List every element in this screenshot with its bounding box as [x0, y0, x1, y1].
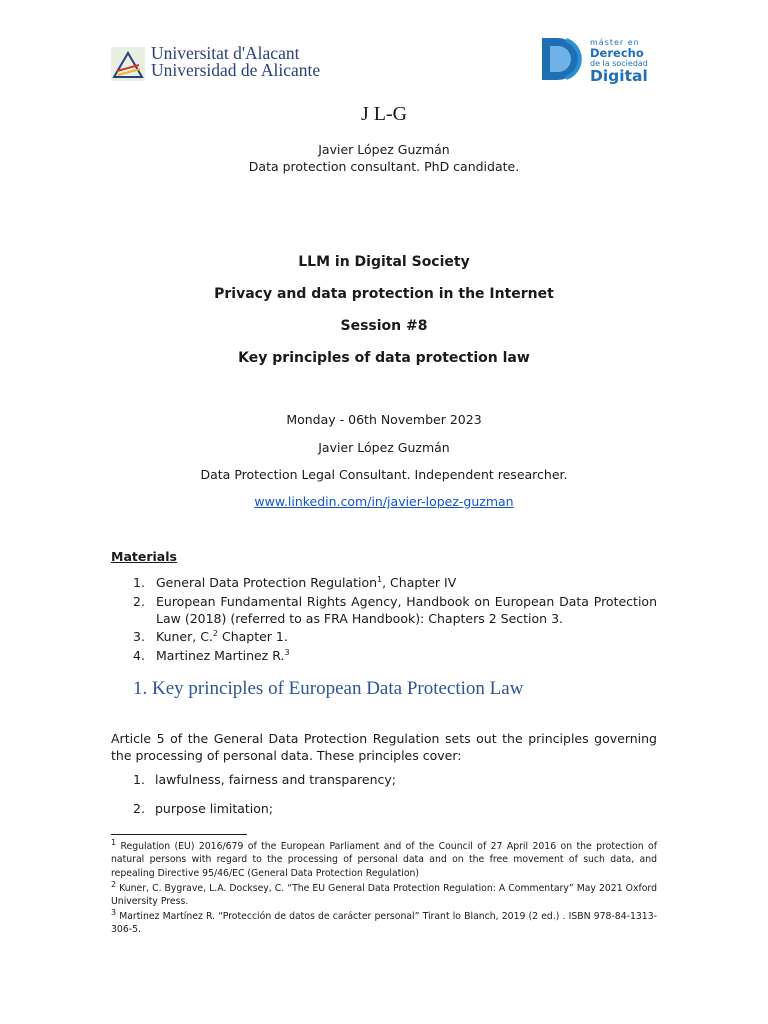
footnote-ref[interactable]: 3 — [284, 647, 290, 657]
section-heading: 1. Key principles of European Data Protection Law — [133, 678, 524, 699]
material-text: European Fundamental Rights Agency, Handbook on European Data Protection Law (2018) (referred to as FRA Handbook): Chapters 2 Section 3. — [156, 594, 657, 626]
master-label: máster en — [590, 38, 640, 47]
university-emblem-icon — [111, 47, 145, 81]
digital-d-mark-icon — [540, 36, 584, 82]
footnote — [111, 879, 657, 909]
footnote — [111, 907, 657, 937]
material-suffix: , Chapter IV — [382, 575, 457, 590]
course-program: LLM in Digital Society — [298, 254, 470, 270]
footnote-text: Regulation (EU) 2016/679 of the European Parliament and of the Council of 27 April 2016 on the protection of natural persons with regard to the processing of personal data and on the free movement of such data, and repealing Directive 95/46/EC (General Data Protection Regulation) — [111, 841, 657, 879]
list-number: 4. — [133, 648, 145, 663]
course-session: Session #8 — [340, 318, 428, 334]
author-name: Javier López Guzmán — [318, 142, 450, 157]
university-name-spanish: Universidad de Alicante — [151, 60, 321, 80]
material-text: Kuner, C. — [156, 629, 213, 644]
master-digital-label: Digital — [590, 67, 648, 85]
linkedin-link[interactable]: www.linkedin.com/in/javier-lopez-guzman — [254, 494, 514, 509]
material-text: Martinez Martinez R. — [156, 648, 285, 663]
presenter-role: Data Protection Legal Consultant. Independent researcher. — [200, 467, 568, 482]
author-role: Data protection consultant. PhD candidate. — [248, 159, 520, 174]
footnote-ref[interactable]: 1 — [377, 574, 383, 584]
list-number: 2. — [133, 594, 145, 609]
universidad-alicante-logo — [111, 43, 321, 85]
section-intro-paragraph: Article 5 of the General Data Protection Regulation sets out the principles governing the processing of personal data. These principles cover: — [111, 731, 657, 763]
list-number: 1. — [133, 772, 145, 787]
materials-heading: Materials — [111, 549, 177, 564]
list-number: 1. — [133, 575, 145, 590]
footnote-ref[interactable]: 2 — [212, 628, 218, 638]
presenter-name: Javier López Guzmán — [318, 440, 450, 455]
footnote-divider — [111, 834, 247, 835]
footnote-text: Kuner, C. Bygrave, L.A. Docksey, C. “The EU General Data Protection Regulation: A Commentary” May 2021 Oxford University Press. — [111, 883, 657, 908]
course-topic: Key principles of data protection law — [238, 350, 530, 366]
list-number: 3. — [133, 629, 145, 644]
session-date: Monday - 06th November 2023 — [286, 412, 482, 427]
initials-heading: J L-G — [360, 103, 408, 125]
material-text: General Data Protection Regulation — [156, 575, 378, 590]
footnote-text: Martinez Martínez R. “Protección de datos de carácter personal” Tirant lo Blanch, 2019 (2 ed.) . ISBN 978-84-1313-306-5. — [111, 911, 657, 936]
footnote-mark: 3 — [111, 907, 117, 917]
master-derecho-digital-logo — [540, 36, 660, 86]
master-title — [590, 38, 648, 84]
master-derecho-label: Derecho — [590, 46, 644, 60]
principle-text: lawfulness, fairness and transparency; — [155, 772, 396, 787]
linkedin-row — [0, 494, 768, 509]
master-sociedad-label: de la sociedad — [590, 59, 648, 68]
list-number: 2. — [133, 801, 145, 816]
principle-text: purpose limitation; — [155, 801, 274, 816]
course-subject: Privacy and data protection in the Internet — [214, 286, 554, 302]
footnote — [111, 837, 657, 880]
university-name — [151, 45, 320, 79]
footnote-mark: 2 — [111, 879, 117, 889]
university-name-valencian: Universitat d'Alacant — [151, 43, 300, 63]
material-suffix: Chapter 1. — [218, 629, 288, 644]
footnote-mark: 1 — [111, 837, 117, 847]
